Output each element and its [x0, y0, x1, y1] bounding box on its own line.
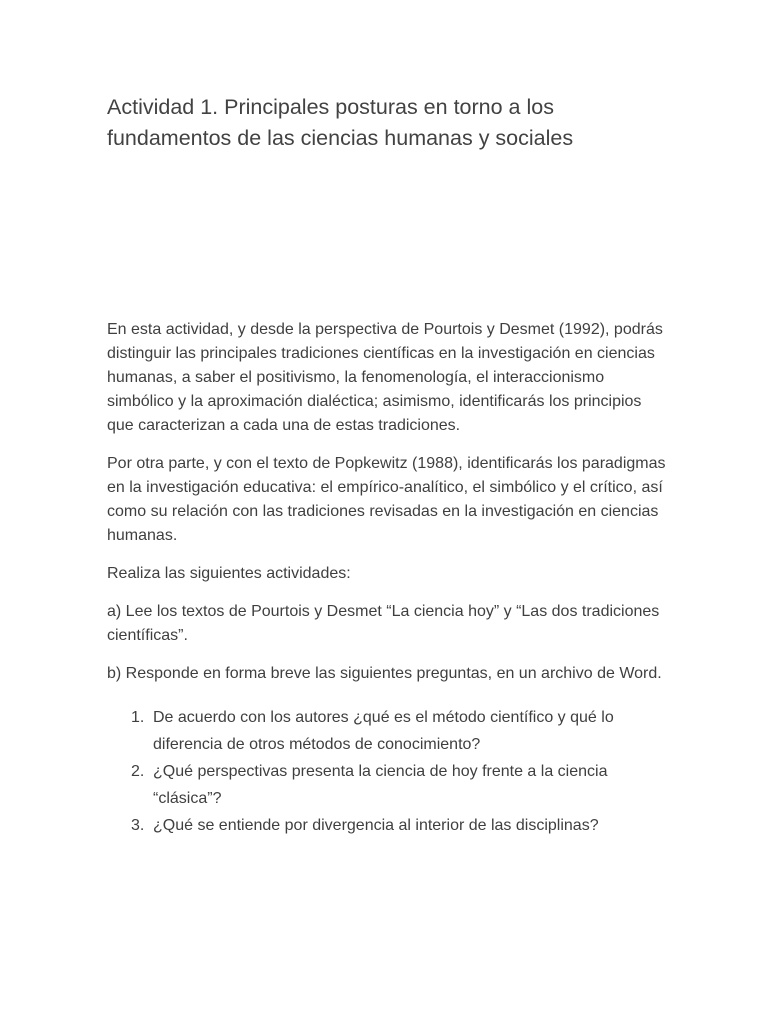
list-item-number: 2.	[131, 763, 145, 780]
list-item	[107, 704, 667, 758]
list-item-text: De acuerdo con los autores ¿qué es el método científico y qué lo diferencia de otros métodos de conocimiento?	[153, 709, 614, 753]
document-title: Actividad 1. Principales posturas en torno a los fundamentos de las ciencias humanas y sociales	[107, 95, 574, 150]
intro-paragraph: En esta actividad, y desde la perspectiva de Pourtois y Desmet (1992), podrás distinguir las principales tradiciones científicas en la investigación en ciencias humanas, a saber el positivismo, la fenomenología, el interaccionismo simbólico y la aproximación dialéctica; asimismo, identificarás los principios que caracterizan a cada una de estas tradiciones.	[107, 321, 663, 434]
list-item-text: ¿Qué se entiende por divergencia al interior de las disciplinas?	[153, 817, 599, 834]
list-item	[107, 812, 667, 839]
list-item	[107, 758, 667, 812]
list-item-number: 3.	[131, 817, 145, 834]
activities-heading: Realiza las siguientes actividades:	[107, 565, 351, 582]
list-item-number: 1.	[131, 709, 145, 726]
activity-a: a) Lee los textos de Pourtois y Desmet “La ciencia hoy” y “Las dos tradiciones científicas”.	[107, 603, 660, 644]
document-body	[107, 318, 667, 839]
paradigms-paragraph: Por otra parte, y con el texto de Popkewitz (1988), identificarás los paradigmas en la investigación educativa: el empírico-analítico, el simbólico y el crítico, así como su relación con las tradiciones revisadas en la investigación en ciencias humanas.	[107, 455, 666, 544]
questions-list	[107, 704, 667, 839]
activity-b: b) Responde en forma breve las siguientes preguntas, en un archivo de Word.	[107, 665, 662, 682]
list-item-text: ¿Qué perspectivas presenta la ciencia de hoy frente a la ciencia “clásica”?	[153, 763, 608, 807]
